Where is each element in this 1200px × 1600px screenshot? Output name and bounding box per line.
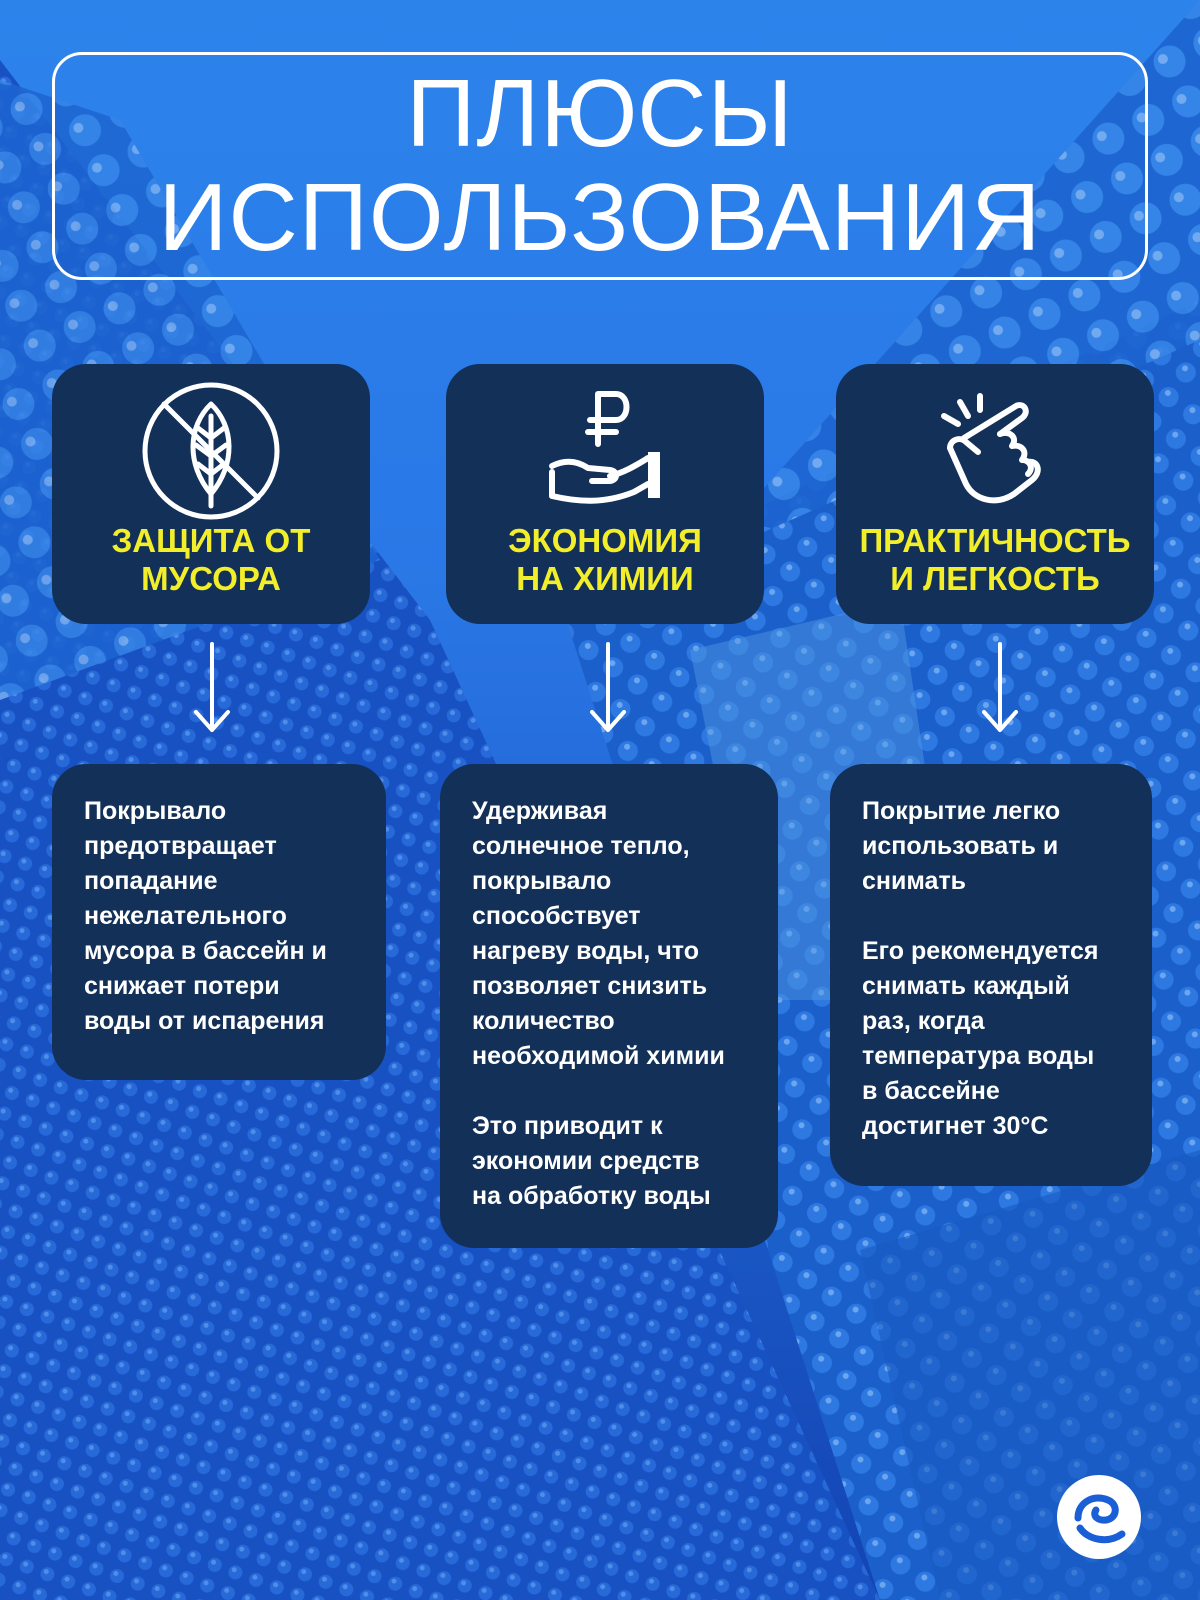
- benefit-title: ЗАЩИТА ОТ МУСОРА: [111, 522, 311, 597]
- arrow-down-icon: [980, 640, 1020, 736]
- arrow-down-icon: [588, 640, 628, 736]
- page-title-line-1: ПЛЮСЫ: [406, 60, 794, 167]
- arrow-down-icon: [192, 640, 232, 736]
- description-text: Удерживая солнечное тепло, покрывало способствует нагреву воды, что позволяет снизить количество необходимой химии Это приводит к экономии средств на обработку воды: [472, 797, 725, 1210]
- finger-snap-icon: [920, 376, 1070, 526]
- benefit-description-chemical-savings: [440, 764, 778, 1248]
- title-frame: [52, 52, 1148, 280]
- benefit-title: ПРАКТИЧНОСТЬ И ЛЕГКОСТЬ: [859, 522, 1131, 597]
- benefit-description-debris-protection: [52, 764, 386, 1080]
- page-title-line-2: ИСПОЛЬЗОВАНИЯ: [158, 164, 1042, 271]
- description-text: Покрытие легко использовать и снимать Его рекомендуется снимать каждый раз, когда температура воды в бассейне достигнет 30°С: [862, 797, 1099, 1140]
- no-leaf-icon: [136, 376, 286, 526]
- benefit-card-debris-protection: [52, 364, 370, 624]
- benefit-card-practicality: [836, 364, 1154, 624]
- brand-logo-icon: [1056, 1474, 1142, 1560]
- benefit-description-practicality: [830, 764, 1152, 1186]
- ruble-hand-icon: [530, 376, 680, 526]
- benefit-card-chemical-savings: [446, 364, 764, 624]
- description-text: Покрывало предотвращает попадание нежелательного мусора в бассейн и снижает потери воды от испарения: [84, 797, 327, 1035]
- benefit-title: ЭКОНОМИЯ НА ХИМИИ: [508, 522, 702, 597]
